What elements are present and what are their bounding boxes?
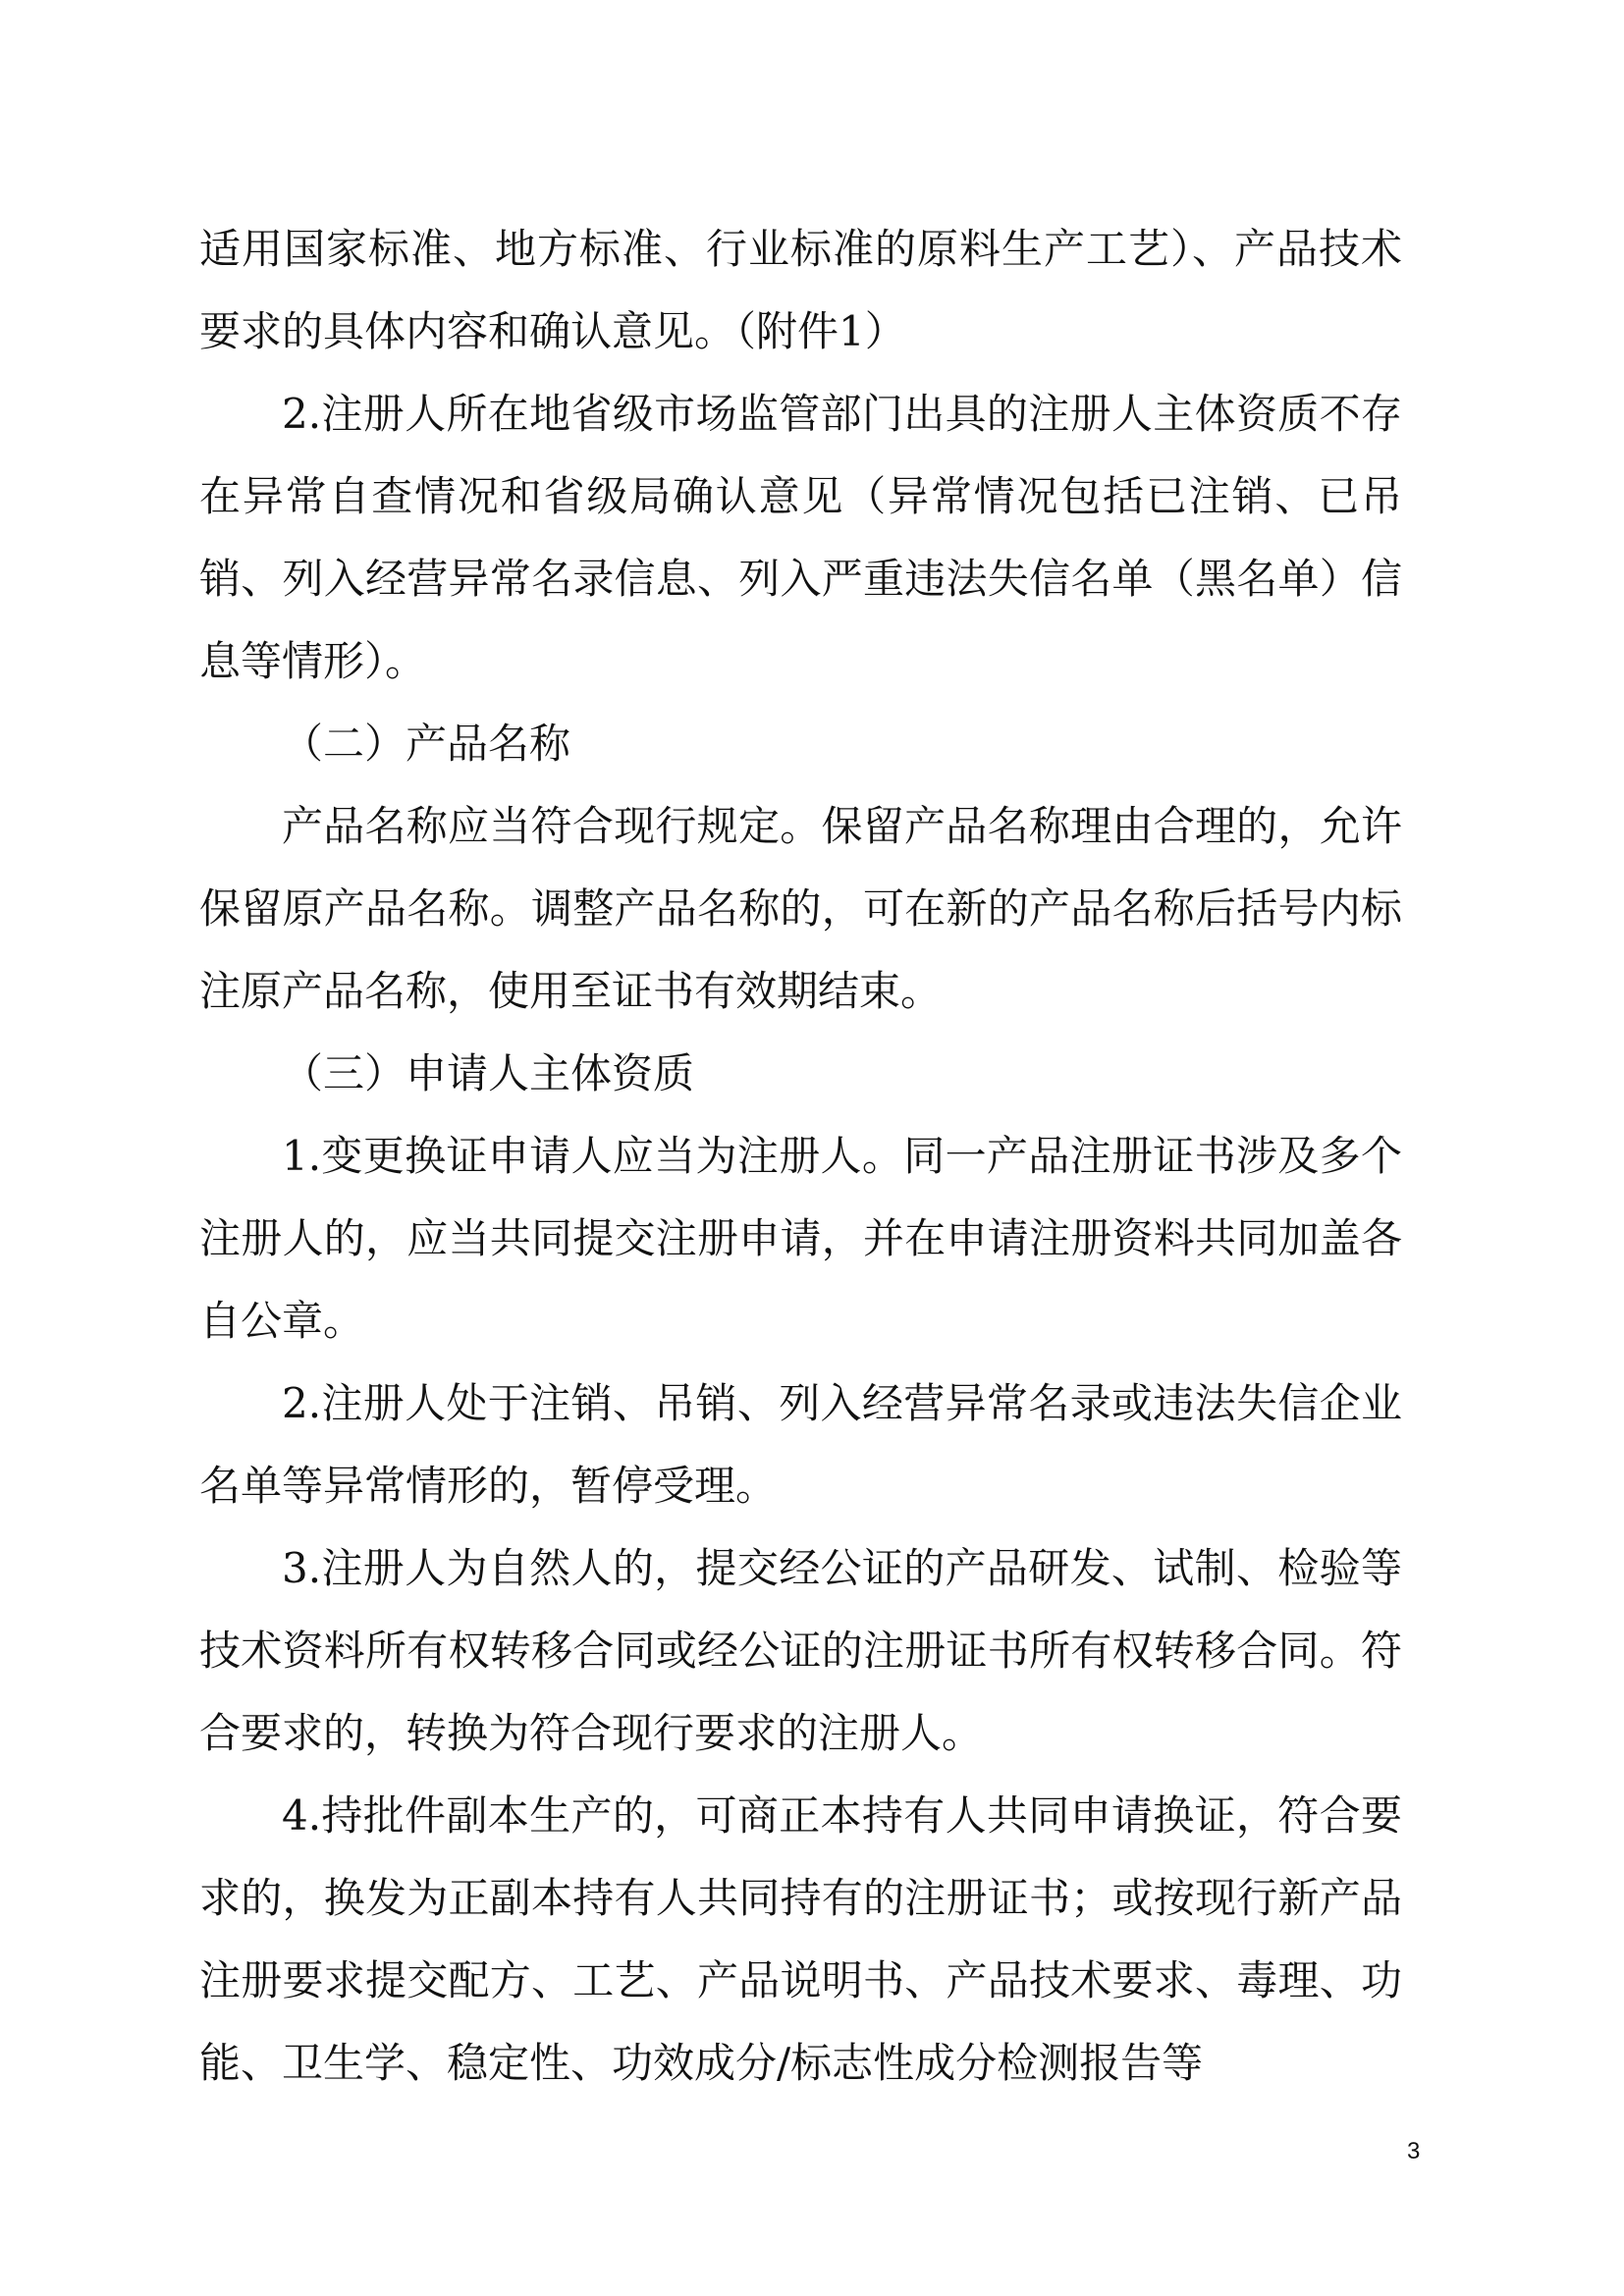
page-number: 3 [1407, 2138, 1421, 2164]
paragraph-qualification-3: 3.注册人为自然人的，提交经公证的产品研发、试制、检验等技术资料所有权转移合同或经公证的注册证书所有权转移合同。符合要求的，转换为符合现行要求的注册人。 [199, 1544, 1402, 1757]
paragraph-continuation: 适用国家标准、地方标准、行业标准的原料生产工艺）、产品技术要求的具体内容和确认意见。（附件1） [199, 225, 1402, 355]
section-heading-applicant-qualification: （三）申请人主体资质 [282, 1049, 695, 1097]
paragraph-qualification-4: 4.持批件副本生产的，可商正本持有人共同申请换证，符合要求的，换发为正副本持有人共同持有的注册证书；或按现行新产品注册要求提交配方、工艺、产品说明书、产品技术要求、毒理、功能、卫生学、稳定性、功效成分/标志性成分检测报告等 [199, 1791, 1402, 2087]
paragraph-qualification-1: 1.变更换证申请人应当为注册人。同一产品注册证书涉及多个注册人的，应当共同提交注册申请，并在申请注册资料共同加盖各自公章。 [199, 1132, 1402, 1345]
paragraph-qualification-2: 2.注册人处于注销、吊销、列入经营异常名录或违法失信企业名单等异常情形的，暂停受理。 [199, 1379, 1402, 1510]
paragraph-item-2: 2.注册人所在地省级市场监管部门出具的注册人主体资质不存在异常自查情况和省级局确认意见（异常情况包括已注销、已吊销、列入经营异常名录信息、列入严重违法失信名单（黑名单）信息等情形）。 [199, 390, 1402, 685]
section-heading-product-name: （二）产品名称 [282, 720, 571, 768]
paragraph-product-name: 产品名称应当符合现行规定。保留产品名称理由合理的，允许保留原产品名称。调整产品名称的，可在新的产品名称后括号内标注原产品名称，使用至证书有效期结束。 [199, 802, 1402, 1015]
document-body [199, 208, 1402, 2105]
